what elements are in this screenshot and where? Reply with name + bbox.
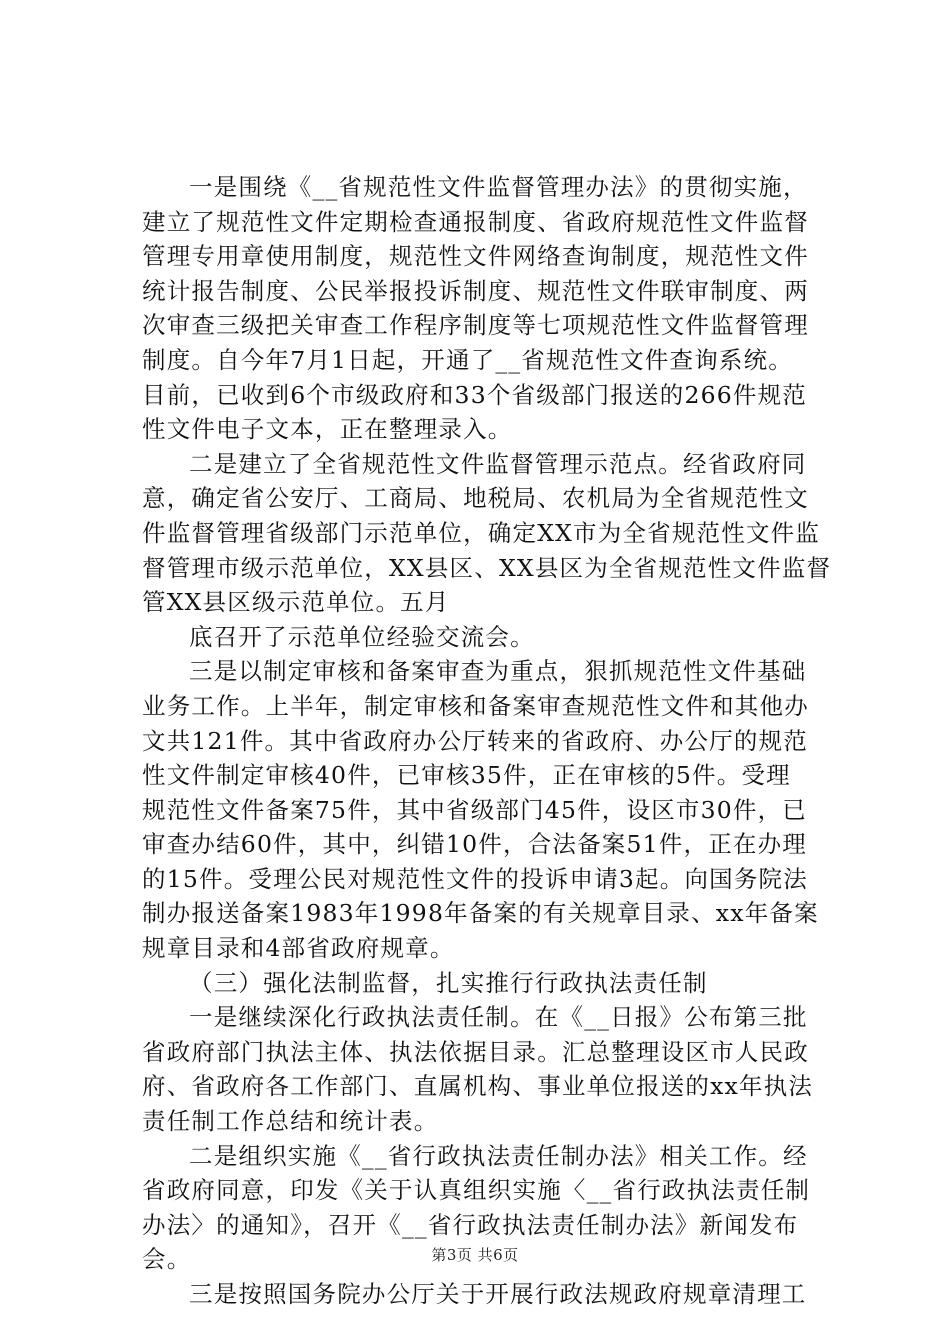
text-line: 规章目录和4部省政府规章。 (142, 934, 455, 963)
text-line: 省政府部门执法主体、执法依据目录。汇总整理设区市人民政 (142, 1037, 809, 1066)
text-line: 业务工作。上半年，制定审核和备案审查规范性文件和其他办 (142, 691, 809, 720)
text-line: 一是继续深化行政执法责任制。在《__日报》公布第三批 (189, 1003, 808, 1032)
text-line: 二是建立了全省规范性文件监督管理示范点。经省政府同 (189, 449, 807, 478)
text-line: 三是按照国务院办公厅关于开展行政法规政府规章清理工 (189, 1280, 807, 1308)
text-line: 的15件。受理公民对规范性文件的投诉申请3起。向国务院法 (142, 864, 808, 893)
text-line: 规范性文件备案75件，其中省级部门45件，设区市30件，已 (142, 795, 808, 824)
text-line: 建立了规范性文件定期检查通报制度、省政府规范性文件监督 (142, 207, 809, 236)
text-line: 管XX县区级示范单位。五月 (142, 588, 450, 617)
text-line: 一是围绕《__省规范性文件监督管理办法》的贯彻实施， (189, 173, 808, 201)
text-line: 制办报送备案1983年1998年备案的有关规章目录、xx年备案 (142, 899, 819, 928)
text-line: 会。 (142, 1245, 192, 1274)
text-line: （三）强化法制监督，扎实推行行政执法责任制 (189, 968, 708, 997)
page-footer: 第3页 共6页 (431, 1246, 519, 1264)
text-line: 次审查三级把关审查工作程序制度等七项规范性文件监督管理 (142, 311, 809, 340)
text-line: 责任制工作总结和统计表。 (142, 1107, 439, 1136)
text-line: 管理专用章使用制度，规范性文件网络查询制度，规范性文件 (142, 242, 809, 271)
text-line: 性文件制定审核40件，已审核35件，正在审核的5件。受理 (142, 761, 791, 790)
text-line: 三是以制定审核和备案审查为重点，狠抓规范性文件基础 (189, 657, 807, 686)
text-line: 制度。自今年7月1日起，开通了__省规范性文件查询系统。 (142, 345, 794, 374)
text-line: 性文件电子文本，正在整理录入。 (142, 415, 513, 444)
text-line: 省政府同意，印发《关于认真组织实施〈__省行政执法责任制 (142, 1176, 811, 1205)
text-line: 督管理市级示范单位，XX县区、XX县区为全省规范性文件监督 (142, 553, 832, 582)
text-line: 统计报告制度、公民举报投诉制度、规范性文件联审制度、两 (142, 276, 809, 305)
text-line: 底召开了示范单位经验交流会。 (189, 622, 535, 651)
text-line: 文共121件。其中省政府办公厅转来的省政府、办公厅的规范 (142, 726, 808, 755)
text-line: 意，确定省公安厅、工商局、地税局、农机局为全省规范性文 (142, 484, 809, 513)
document-body (142, 170, 842, 1312)
text-line: 府、省政府各工作部门、直属机构、事业单位报送的xx年执法 (142, 1072, 814, 1101)
text-line: 件监督管理省级部门示范单位，确定XX市为全省规范性文件监 (142, 518, 821, 547)
text-line: 目前，已收到6个市级政府和33个省级部门报送的266件规范 (142, 380, 808, 409)
text-line: 二是组织实施《__省行政执法责任制办法》相关工作。经 (189, 1141, 808, 1170)
text-line: 审查办结60件，其中，纠错10件，合法备案51件，正在办理 (142, 830, 808, 859)
text-line: 办法〉的通知》，召开《__省行政执法责任制办法》新闻发布 (142, 1210, 799, 1239)
